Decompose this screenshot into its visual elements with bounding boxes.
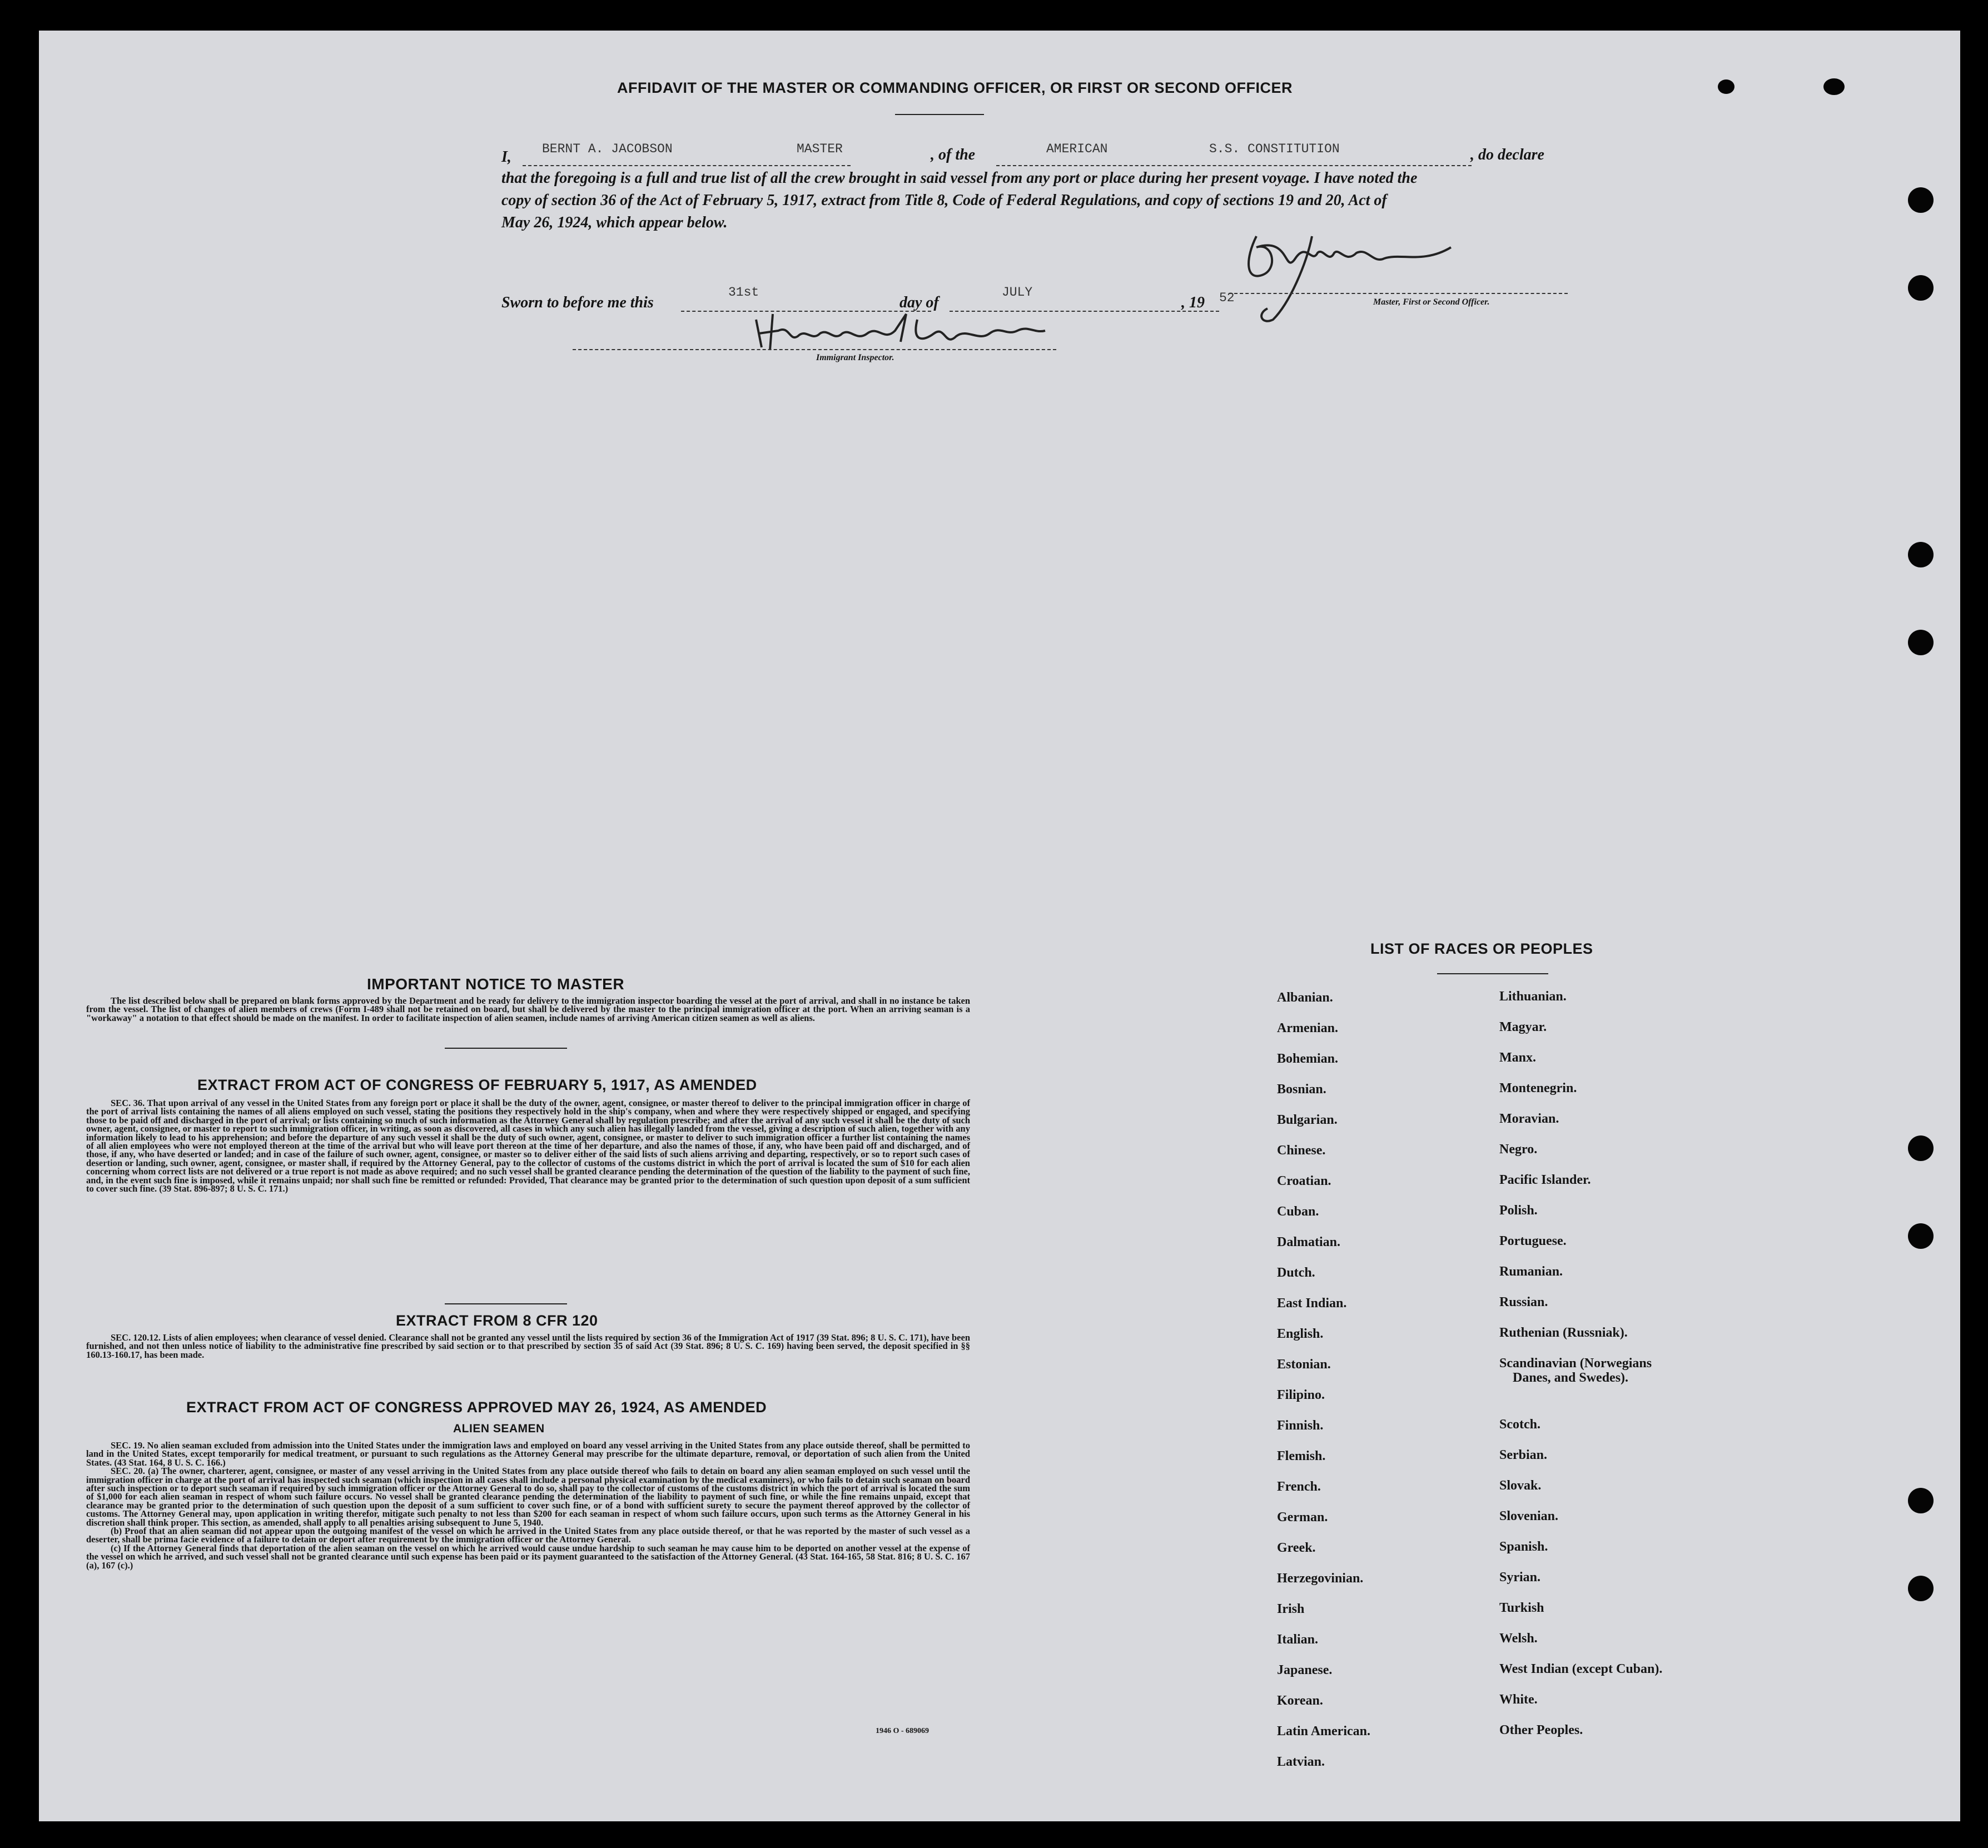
race-item: East Indian.: [1277, 1296, 1347, 1311]
race-item: Japanese.: [1277, 1663, 1333, 1677]
sworn-day: 31st: [728, 285, 759, 300]
race-item: Negro.: [1499, 1142, 1538, 1157]
i-label: I,: [501, 148, 511, 166]
race-item: Armenian.: [1277, 1021, 1338, 1035]
race-item: Moravian.: [1499, 1112, 1559, 1126]
sec120-paragraph: SEC. 120.12. Lists of alien employees; when clearance of vessel denied. Clearance shall not be granted any vessel until the lists required by section 36 of the Immigration Act of 1917 (39 Stat. 896; 8 U. S. C. 171), have been furnished, and not then unless notice of liability to the administrative fine prescribed by said section or to that prescribed by section 35 of said Act (39 Stat. 896; 8 U. S. C. 169) having been served, the deposit specified in §§ 160.13-160.17, has been made.: [86, 1332, 970, 1360]
inspector-signature-line: [573, 349, 1056, 350]
race-item: Finnish.: [1277, 1418, 1324, 1433]
divider: [1437, 973, 1548, 974]
divider: [895, 114, 984, 115]
alien-seamen-subtitle: ALIEN SEAMEN: [453, 1422, 545, 1435]
punch-hole: [1908, 630, 1934, 655]
notice-text: [86, 997, 970, 1022]
of-the-label: , of the: [931, 146, 976, 163]
year-suffix: 52: [1219, 291, 1235, 305]
extract-1917-title: EXTRACT FROM ACT OF CONGRESS OF FEBRUARY 5, 1917, AS AMENDED: [197, 1077, 757, 1093]
inspector-signature: [745, 303, 1056, 358]
master-caption: Master, First or Second Officer.: [1373, 297, 1490, 307]
race-item: Filipino.: [1277, 1388, 1325, 1402]
race-item: West Indian (except Cuban).: [1499, 1662, 1663, 1676]
races-title: LIST OF RACES OR PEOPLES: [1370, 940, 1593, 957]
race-item: Portuguese.: [1499, 1234, 1567, 1248]
race-item: Lithuanian.: [1499, 989, 1567, 1004]
vessel-nationality: AMERICAN: [1046, 142, 1108, 156]
sec20c-paragraph: (c) If the Attorney General finds that deportation of the alien seaman on the vessel on which he arrived would cause undue hardship to such seaman he may cause him to be deported on another vessel at the expense of the vessel on which he arrived, and such vessel shall not be granted clearance until such expense has been paid or its payment guaranteed to the satisfaction of the Attorney General. (43 Stat. 164-165, 58 Stat. 816; 8 U. S. C. 167 (a), 167 (c).): [86, 1542, 970, 1571]
divider: [445, 1303, 567, 1304]
race-item: Slovenian.: [1499, 1509, 1559, 1523]
master-signature-line: [1229, 293, 1568, 294]
day-of-label: day of: [899, 294, 939, 311]
punch-hole: [1908, 1488, 1934, 1513]
race-item: Croatian.: [1277, 1174, 1331, 1188]
race-item: French.: [1277, 1480, 1321, 1494]
race-item: Pacific Islander.: [1499, 1173, 1591, 1187]
race-item: Scotch.: [1499, 1417, 1540, 1432]
race-item: Korean.: [1277, 1693, 1323, 1708]
race-item: Bohemian.: [1277, 1052, 1339, 1066]
race-item: Italian.: [1277, 1632, 1319, 1647]
declare-label: , do declare: [1470, 146, 1544, 163]
race-item: Russian.: [1499, 1295, 1548, 1309]
race-item: White.: [1499, 1692, 1538, 1707]
sworn-label: Sworn to before me this: [501, 294, 654, 311]
race-item: Chinese.: [1277, 1143, 1326, 1158]
race-item: Scandinavian (Norwegians Danes, and Swedes).: [1499, 1356, 1652, 1385]
notice-paragraph: The list described below shall be prepared on blank forms approved by the Department and be ready for delivery to the immigration inspector boarding the vessel at the port of arrival, and shall in no instance be taken from the vessel. The list of changes of alien members of crews (Form I-489 shall not be retained on board, but shall be delivered by the master to the principal immigration officer at the port. When an arriving seaman is a "workaway" a notation to that effect should be made on the manifest. In order to facilitate inspection of alien seamen, include names of arriving American citizen seamen as well as aliens.: [86, 995, 970, 1023]
divider: [445, 1048, 567, 1049]
race-item: Syrian.: [1499, 1570, 1541, 1585]
race-item: Magyar.: [1499, 1020, 1547, 1034]
race-item: Montenegrin.: [1499, 1081, 1577, 1095]
inspector-caption: Immigrant Inspector.: [816, 353, 894, 362]
race-item: Flemish.: [1277, 1449, 1326, 1463]
sec20a-paragraph: SEC. 20. (a) The owner, charterer, agent, consignee, or master of any vessel arriving in the United States from any place outside thereof who fails to detain on board any alien seaman employed on such vessel until the immigration officer in charge at the port of arrival has inspected such seaman (which inspection in all cases shall include a personal physical examination by the medical examiners), or who fails to detain such seaman on board after such inspection or to deport such seaman if required by such immigration officer or the Attorney General to do so, shall pay to the collector of customs of the customs district in which the port of arrival is located the sum of $1,000 for each alien seaman in respect of whom such failure occurs. No vessel shall be granted clearance pending the determination of the liability to payment of such fine, or while the fine remains unpaid, except that clearance may be granted prior to the determination of such question upon the deposit of a sum sufficient to cover such fine, or of a bond with sufficient surety to secure the payment thereof approved by the collector of customs. The Attorney General may, upon application in writing therefor, mitigate such penalty to not less than $200 for each seaman in respect of whom such failure occurs, upon such terms as the Attorney General in his discretion shall think proper. This section, as amended, shall apply to all penalties arising subsequent to June 5, 1940.: [86, 1466, 970, 1528]
year-prefix: , 19: [1181, 294, 1205, 311]
master-signature: [1223, 214, 1512, 325]
race-item: Other Peoples.: [1499, 1723, 1583, 1737]
race-item: Ruthenian (Russniak).: [1499, 1326, 1628, 1340]
race-item: German.: [1277, 1510, 1328, 1525]
race-item: Albanian.: [1277, 990, 1333, 1005]
race-item: Bosnian.: [1277, 1082, 1326, 1097]
punch-hole: [1908, 1223, 1934, 1249]
sworn-month: JULY: [1002, 285, 1033, 300]
race-item: Spanish.: [1499, 1540, 1548, 1554]
affidavit-line-3: May 26, 1924, which appear below.: [501, 214, 728, 231]
race-item: Cuban.: [1277, 1204, 1319, 1219]
name-field-line: [523, 165, 851, 166]
sec20b-paragraph: (b) Proof that an alien seaman did not appear upon the outgoing manifest of the vessel on which he arrived in the United States from any place outside thereof, or that he was reported by the master of such vessel as a deserter, shall be prima facie evidence of a failure to detain or deport after requirement by the immigration officer or the Attorney General.: [86, 1526, 970, 1545]
race-item: Turkish: [1499, 1601, 1544, 1615]
vessel-name: S.S. CONSTITUTION: [1209, 142, 1340, 156]
notice-title: IMPORTANT NOTICE TO MASTER: [367, 975, 625, 993]
extract-1924-text: [86, 1441, 970, 1570]
punch-hole: [1823, 78, 1845, 95]
master-rank: MASTER: [797, 142, 843, 156]
master-name: BERNT A. JACOBSON: [542, 142, 673, 156]
print-code: 1946 O - 689069: [876, 1727, 930, 1735]
race-item: Slovak.: [1499, 1478, 1542, 1493]
sec36-paragraph: SEC. 36. That upon arrival of any vessel in the United States from any foreign port or place it shall be the duty of the owner, agent, consignee, or master thereof to deliver to the principal immigration officer in charge of the port of arrival lists containing the names of all aliens employed on such vessel, stating the positions they respectively hold in the ship's company, when and where they were respectively shipped or engaged, and specifying those to be paid off and discharged in the port of arrival; or lists containing so much of such information as the Attorney General shall by regulation prescribe; and after the arrival of any such vessel it shall be the duty of such owner, agent, consignee, or master to report to such immigration officer, in writing, as soon as discovered, all cases in which any such alien has illegally landed from the vessel, giving a description of such alien, together with any information likely to lead to his apprehension; and before the departure of any such vessel it shall be the duty of such owner, agent, consignee, or master to deliver to such immigration officer a further list containing the names of all alien employees who were not employed thereon at the time of the arrival but who will leave port thereon at the time of her departure, and also the names of those, if any, who have been paid off and discharged, and of those, if any, who have deserted or landed; and in case of the failure of such owner, agent, consignee, or master so to deliver either of the said lists of such aliens arriving and departing, respectively, or so to report such cases of desertion or landing, such owner, agent, consignee, or master shall, if required by the Attorney General, pay to the collector of customs of the customs district in which the port of arrival is located the sum of $10 for each alien concerning whom correct lists are not delivered or a true report is not made as above required; and no such vessel shall be granted clearance pending the determination of the question of the liability to the payment of such fine, and, in the event such fine is imposed, while it remains unpaid; nor shall such fine be remitted or refunded: Provided, That clearance may be granted prior to the determination of such question upon deposit of a sum sufficient to cover such fine. (39 Stat. 896-897; 8 U. S. C. 171.): [86, 1098, 970, 1194]
race-item: Dutch.: [1277, 1266, 1315, 1280]
affidavit-line-1: that the foregoing is a full and true list of all the crew brought in said vessel from any port or place during her present voyage. I have noted the: [501, 170, 1418, 187]
vessel-field-line: [996, 165, 1472, 166]
affidavit-title: AFFIDAVIT OF THE MASTER OR COMMANDING OFFICER, OR FIRST OR SECOND OFFICER: [617, 79, 1293, 96]
punch-hole: [1908, 1135, 1934, 1161]
race-item: Herzegovinian.: [1277, 1571, 1364, 1586]
race-item: Estonian.: [1277, 1357, 1331, 1372]
race-item: Manx.: [1499, 1050, 1536, 1065]
race-item: Dalmatian.: [1277, 1235, 1340, 1249]
punch-hole: [1908, 187, 1934, 213]
extract-1924-title: EXTRACT FROM ACT OF CONGRESS APPROVED MAY 26, 1924, AS AMENDED: [186, 1399, 767, 1416]
race-item: Latvian.: [1277, 1755, 1325, 1769]
affidavit-line-2: copy of section 36 of the Act of February 5, 1917, extract from Title 8, Code of Federal Regulations, and copy of sections 19 and 20, Act of: [501, 192, 1387, 209]
sec19-paragraph: SEC. 19. No alien seaman excluded from admission into the United States under the immigration laws and employed on board any vessel arriving in the United States from any place outside thereof, shall be permitted to land in the United States, except temporarily for medical treatment, or pursuant to such regulations as the Attorney General may prescribe for the ultimate departure, removal, or deportation of such alien from the United States. (43 Stat. 164, 8 U. S. C. 166.): [86, 1440, 970, 1468]
extract-cfr-title: EXTRACT FROM 8 CFR 120: [396, 1312, 598, 1329]
extract-cfr-text: [86, 1333, 970, 1359]
race-item: English.: [1277, 1327, 1324, 1341]
race-item: Polish.: [1499, 1203, 1538, 1218]
punch-hole: [1908, 542, 1934, 567]
punch-hole: [1718, 79, 1734, 94]
punch-hole: [1908, 275, 1934, 301]
punch-hole: [1908, 1576, 1934, 1601]
race-item: Rumanian.: [1499, 1264, 1563, 1279]
race-item: Bulgarian.: [1277, 1113, 1338, 1127]
race-item: Welsh.: [1499, 1631, 1538, 1646]
race-item: Greek.: [1277, 1541, 1316, 1555]
race-item: Serbian.: [1499, 1448, 1548, 1462]
race-item: Irish: [1277, 1602, 1305, 1616]
race-item: Latin American.: [1277, 1724, 1370, 1739]
extract-1917-text: [86, 1099, 970, 1193]
document-page: [39, 31, 1960, 1821]
